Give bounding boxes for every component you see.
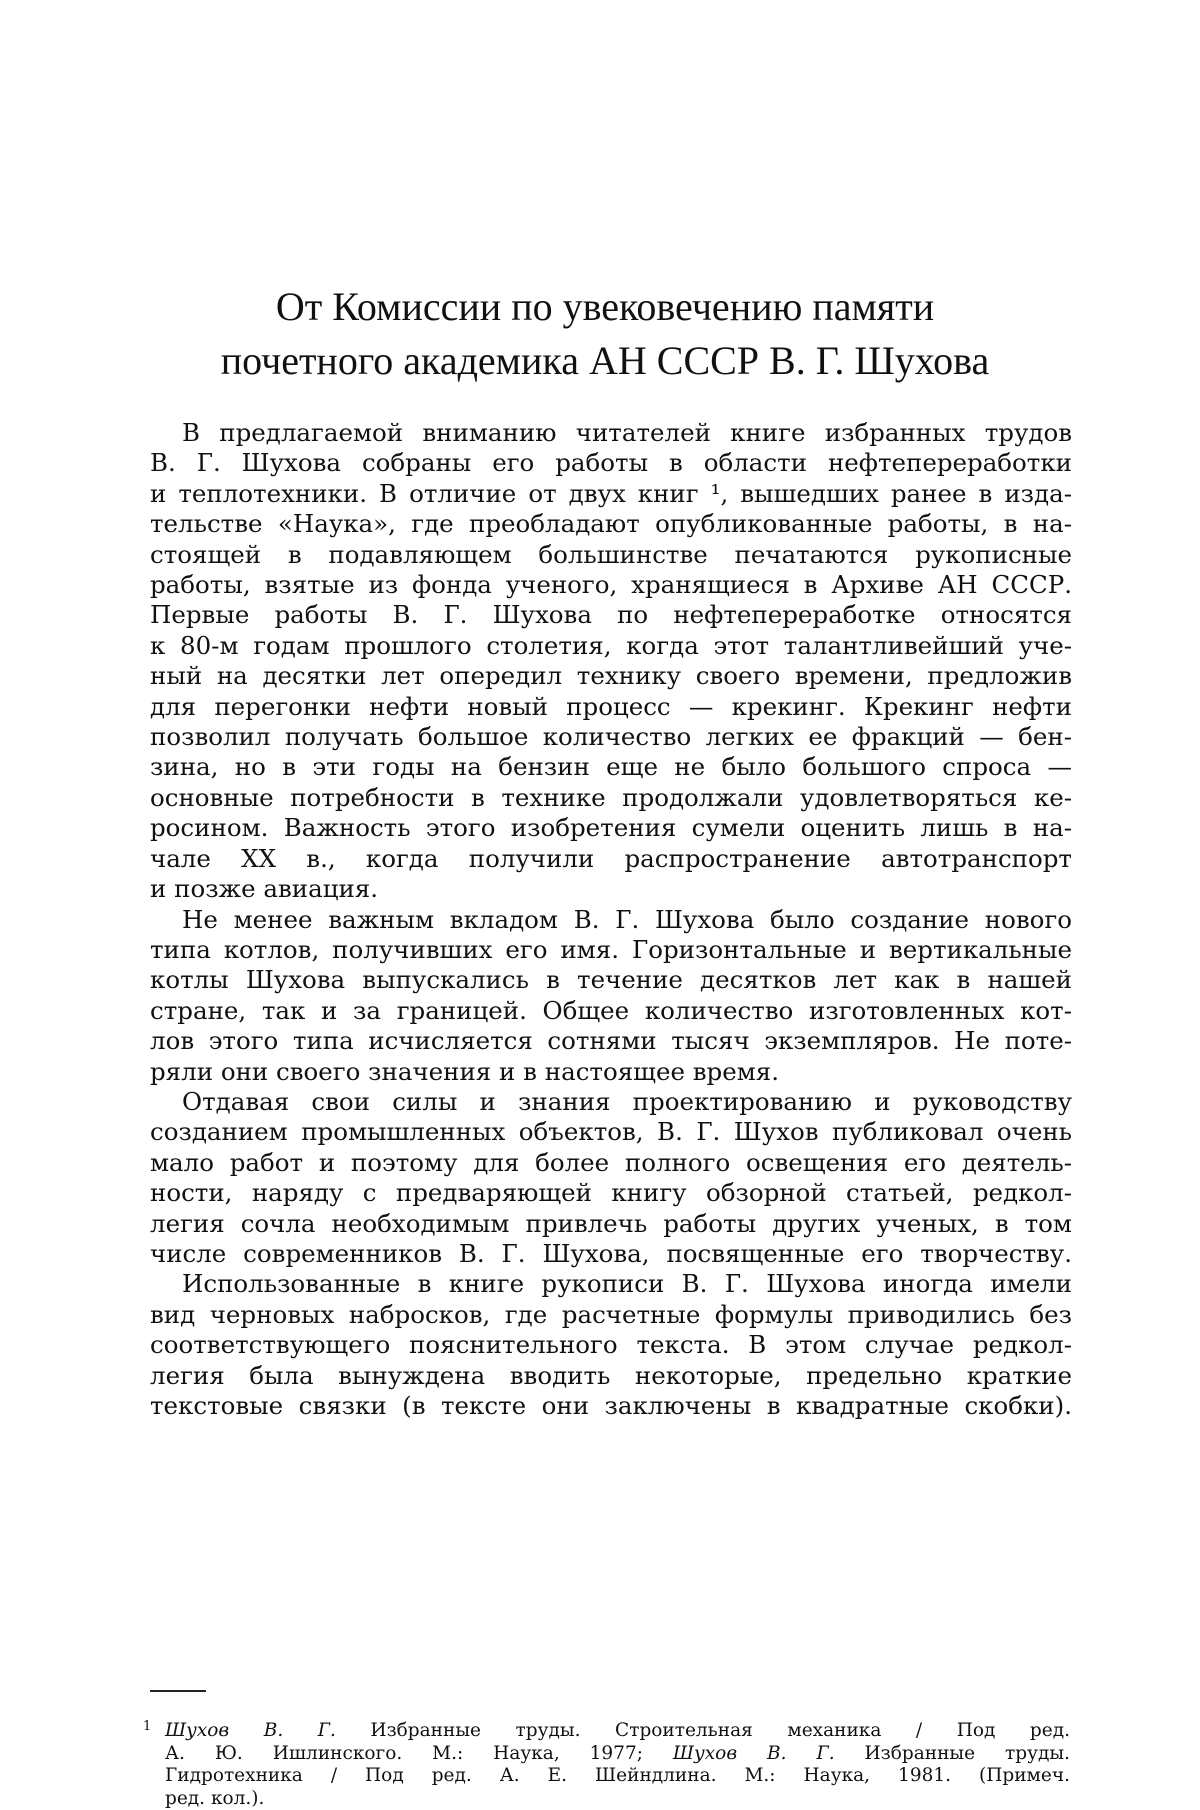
text-line: и теплотехники. В отличие от двух книг ¹, вышедших ранее в изда- [150,479,1072,509]
footnote-line-4: ред. кол.). [165,1788,1070,1810]
text-line: соответствующего пояснительного текста. В этом случае редкол- [150,1330,1072,1360]
footnote-line-2 [165,1743,1070,1766]
text-line: легия сочла необходимым привлечь работы других ученых, в том [150,1209,1072,1239]
text-line: и позже авиация. [150,874,1072,904]
text-line: Не менее важным вкладом В. Г. Шухова было создание нового [150,905,1072,935]
text-line: для перегонки нефти новый процесс — крекинг. Крекинг нефти [150,692,1072,722]
text-line: работы, взятые из фонда ученого, хранящиеся в Архиве АН СССР. [150,570,1072,600]
text-line: Первые работы В. Г. Шухова по нефтепереработке относятся [150,600,1072,630]
footnote-separator [150,1690,206,1692]
footnote-mark: 1 [143,1716,151,1739]
text-line: зина, но в эти годы на бензин еще не было большого спроса — [150,752,1072,782]
footnote-author: Шухов В. Г. [673,1743,835,1764]
text-line: вид черновых набросков, где расчетные формулы приводились без [150,1300,1072,1330]
text-line: текстовые связки (в тексте они заключены в квадратные скобки). [150,1391,1072,1421]
text-line: Отдавая свои силы и знания проектированию и руководству [150,1087,1072,1117]
footnote-line-3: Гидротехника / Под ред. А. Е. Шейндлина. М.: Наука, 1981. (Примеч. [165,1765,1070,1788]
paragraph-3 [150,1087,1072,1269]
text-line: лов этого типа исчисляется сотнями тысяч экземпляров. Не поте- [150,1026,1072,1056]
text-line: В. Г. Шухова собраны его работы в области нефтепереработки [150,448,1072,478]
text-line: Использованные в книге рукописи В. Г. Шухова иногда имели [150,1269,1072,1299]
text-line: основные потребности в технике продолжали удовлетворяться ке- [150,783,1072,813]
text-line: мало работ и поэтому для более полного освещения его деятель- [150,1148,1072,1178]
footnote-text: А. Ю. Ишлинского. М.: Наука, 1977; [165,1743,673,1764]
title-line-1: От Комиссии по увековечению памяти [150,280,1060,334]
paragraph-2 [150,905,1072,1087]
text-line: росином. Важность этого изобретения сумели оценить лишь в на- [150,813,1072,843]
text-line: тельстве «Наука», где преобладают опубликованные работы, в на- [150,509,1072,539]
body-text [150,418,1072,1421]
text-line: легия была вынуждена вводить некоторые, предельно краткие [150,1361,1072,1391]
text-line: ряли они своего значения и в настоящее время. [150,1057,1072,1087]
footnote-author: Шухов В. Г. [165,1720,336,1741]
footnote [165,1720,1070,1810]
text-line: В предлагаемой вниманию читателей книге избранных трудов [150,418,1072,448]
text-line: типа котлов, получивших его имя. Горизонтальные и вертикальные [150,935,1072,965]
text-line: чале XX в., когда получили распространение автотранспорт [150,844,1072,874]
text-line: ности, наряду с предваряющей книгу обзорной статьей, редкол- [150,1178,1072,1208]
text-line: ный на десятки лет опередил технику своего времени, предложив [150,661,1072,691]
page-title [150,280,1060,388]
text-line: котлы Шухова выпускались в течение десятков лет как в нашей [150,965,1072,995]
text-line: стоящей в подавляющем большинстве печатаются рукописные [150,540,1072,570]
footnote-text: Избранные труды. [835,1743,1070,1764]
text-line: позволил получать большое количество легких ее фракций — бен- [150,722,1072,752]
text-line: стране, так и за границей. Общее количество изготовленных кот- [150,996,1072,1026]
paragraph-4 [150,1269,1072,1421]
text-line: числе современников В. Г. Шухова, посвященные его творчеству. [150,1239,1072,1269]
title-line-2: почетного академика АН СССР В. Г. Шухова [150,334,1060,388]
text-line: созданием промышленных объектов, В. Г. Шухов публиковал очень [150,1117,1072,1147]
footnote-text: Избранные труды. Строительная механика / Под ред. [336,1720,1070,1741]
footnote-line-1 [165,1720,1070,1743]
paragraph-1 [150,418,1072,905]
text-line: к 80-м годам прошлого столетия, когда этот талантливейший уче- [150,631,1072,661]
